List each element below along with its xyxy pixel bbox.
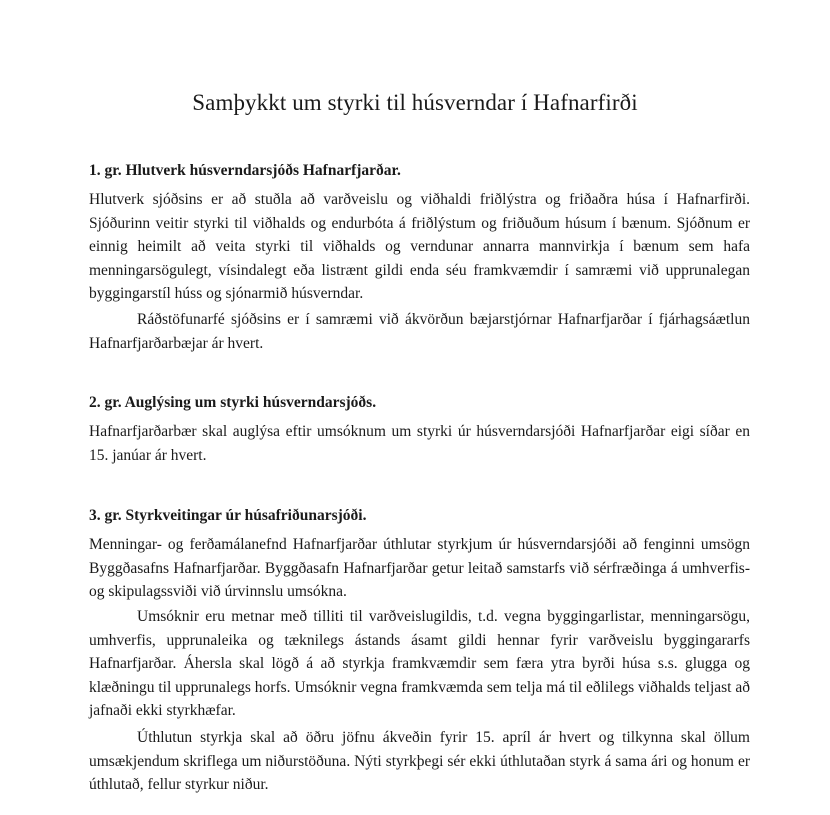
section-3-paragraph-3: Úthlutun styrkja skal að öðru jöfnu ákveðin fyrir 15. apríl ár hvert og tilkynna skal öllum umsækjendum skriflega um niðurstöðuna. Nýti styrkþegi sér ekki úthlutaðan styrk á sama ári og honum er úthlutað, fellur styrkur niður.: [89, 729, 750, 793]
section-2-heading: 2. gr. Auglýsing um styrki húsverndarsjóðs.: [89, 394, 377, 411]
section-3-paragraph-2: Umsóknir eru metnar með tilliti til varðveislugildis, t.d. vegna byggingarlistar, menningarsögu, umhverfis, upprunaleika og tæknilegs ástands ásamt gildi hennar fyrir varðveislu byggingararfs Hafnarfjarðar. Áhersla skal lögð á að styrkja framkvæmdir sem færa ytra byrði húsa s.s. glugga og klæðningu til upprunalegs horfs. Umsóknir vegna framkvæmda sem telja má til eðlilegs viðhalds teljast að jafnaði ekki styrkhæfar.: [89, 608, 750, 719]
section-1-paragraph-1: Hlutverk sjóðsins er að stuðla að varðveislu og viðhaldi friðlýstra og friðaðra húsa í Hafnarfirði. Sjóðurinn veitir styrki til viðhalds og endurbóta á friðlýstum og friðuðum húsum í bænum. Sjóðnum er einnig heimilt að veita styrki til viðhalds og verndunar annarra mannvirkja í bænum sem hafa menningarsögulegt, vísindalegt eða listrænt gildi enda séu framkvæmdir í samræmi við upprunalegan byggingarstíl húss og sjónarmið húsverndar.: [89, 191, 750, 302]
section-2-paragraph-1: Hafnarfjarðarbær skal auglýsa eftir umsóknum um styrki úr húsverndarsjóði Hafnarfjarðar eigi síðar en 15. janúar ár hvert.: [89, 423, 750, 464]
section-3-paragraph-1: Menningar- og ferðamálanefnd Hafnarfjarðar úthlutar styrkjum úr húsverndarsjóði að fenginni umsögn Byggðasafns Hafnarfjarðar. Byggðasafn Hafnarfjarðar getur leitað samstarfs við sérfræðinga á umhverfis- og skipulagssviði við úrvinnslu umsókna.: [89, 536, 750, 600]
document-title: Samþykkt um styrki til húsverndar í Hafnarfirði: [192, 90, 638, 115]
section-3-heading: 3. gr. Styrkveitingar úr húsafriðunarsjóði.: [89, 507, 367, 524]
section-1-paragraph-2: Ráðstöfunarfé sjóðsins er í samræmi við ákvörðun bæjarstjórnar Hafnarfjarðar í fjárhagsáætlun Hafnarfjarðarbæjar ár hvert.: [89, 311, 750, 352]
section-1-heading: 1. gr. Hlutverk húsverndarsjóðs Hafnarfjarðar.: [89, 162, 401, 179]
